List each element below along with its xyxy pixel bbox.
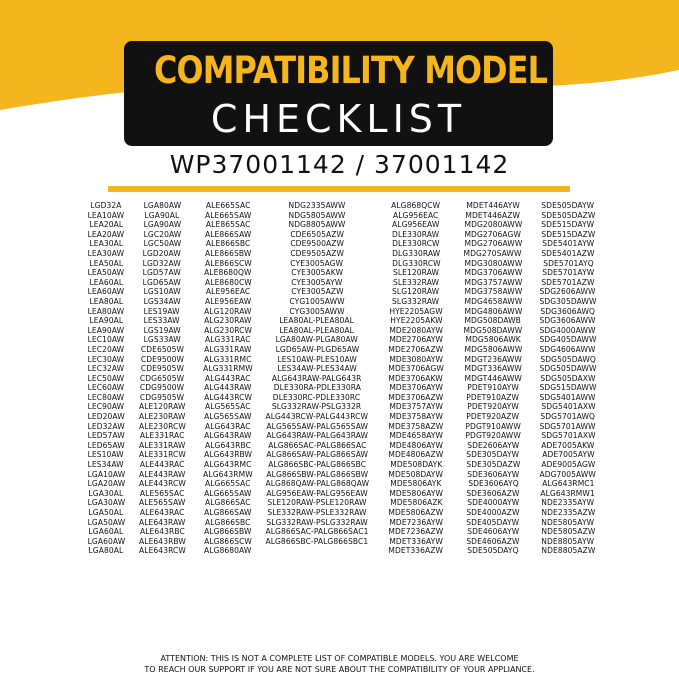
- model-number: LEA30AL: [89, 238, 123, 249]
- model-number: PDGT910AWW: [465, 420, 521, 431]
- model-number: NDE2335AZW: [540, 507, 596, 517]
- model-number: ALG866SBW-PALG866SBW: [266, 468, 368, 479]
- model-number: SDE3606AZW: [466, 487, 520, 498]
- model-number: PDET920AYW: [467, 401, 519, 412]
- model-number: MDG3758AWW: [464, 286, 522, 297]
- model-number: ALG565SAC: [205, 401, 251, 412]
- model-number: ADE7005AKW: [541, 439, 595, 450]
- model-number: SDG2606AWW: [539, 286, 597, 297]
- model-number: LGA90AL: [144, 209, 180, 220]
- title-line-1: COMPATIBILITY MODEL: [154, 49, 548, 92]
- model-number: LGS10AW: [143, 286, 181, 297]
- model-number: ALG643RAW: [204, 430, 252, 441]
- model-number: CDE6505AZW: [290, 228, 344, 239]
- model-number: LEA50AL: [89, 257, 123, 268]
- model-number: SDE5701AZW: [541, 276, 595, 287]
- model-number: ALG565SAW: [204, 411, 252, 422]
- model-column-2: [134, 201, 190, 556]
- model-number: ALE665SAW: [204, 209, 252, 220]
- model-number: SLG332RAW-PSLG332RAW: [266, 516, 368, 527]
- model-number: ALG866SBW: [204, 526, 252, 537]
- model-number: LGS33AW: [143, 334, 181, 345]
- model-number: ALG866SAC-PALG866SAC1: [265, 526, 369, 537]
- model-number: CDE9500W: [140, 353, 184, 364]
- model-number: CYG3005AWW: [289, 305, 345, 316]
- model-column-5: [380, 201, 452, 556]
- model-number: MDET446AYW: [466, 200, 520, 210]
- model-number: LEC90AW: [87, 401, 125, 412]
- model-number: ALE956EAW: [204, 295, 252, 306]
- model-number: MDE3758AYW: [389, 411, 443, 422]
- model-number: LGA20AW: [87, 478, 125, 489]
- model-number: PDGT920AWW: [465, 430, 521, 441]
- model-number: LEA20AW: [87, 228, 125, 239]
- model-number: SDG305DAWW: [539, 295, 597, 306]
- model-number: ALE443RCW: [138, 478, 186, 489]
- model-number: LGD57AW: [142, 267, 182, 278]
- part-number: WP37001142 / 37001142: [169, 150, 510, 179]
- model-number: MDE4806AYW: [389, 439, 443, 450]
- model-number: NDE5805AZW: [540, 526, 596, 537]
- model-number: LES10AW-PLES10AW: [277, 353, 357, 364]
- model-number: SDE4000AZW: [466, 507, 520, 517]
- model-number: ALE8680CW: [204, 276, 252, 287]
- model-number: LGS19AW: [143, 324, 181, 335]
- model-number: CDG6505W: [139, 372, 185, 383]
- model-number: MDE3706AKW: [388, 372, 444, 383]
- model-number: ALG8680AW: [204, 545, 252, 556]
- model-number: LEA90AL: [89, 315, 123, 326]
- yellow-divider: [108, 186, 570, 192]
- model-number: ALE866SAW: [204, 228, 252, 239]
- model-number: MDE3706AYW: [389, 382, 443, 393]
- model-number: LEA20AL: [89, 219, 123, 230]
- model-number: ALG643RMW1: [540, 487, 596, 498]
- model-number: LED20AW: [87, 411, 125, 422]
- model-number: ALE865SAC: [205, 219, 251, 230]
- model-number: NDE5805AYW: [541, 516, 595, 527]
- model-number: MDE508DAYW: [388, 468, 444, 479]
- model-number: SLE120RAW: [392, 267, 440, 278]
- model-number: ALG331RAC: [205, 334, 251, 345]
- model-number: LGA90AW: [143, 219, 181, 230]
- model-number: MDE508DAYK: [389, 459, 443, 470]
- model-number: CDG9500W: [139, 382, 185, 393]
- model-number: LEC50AW: [87, 372, 125, 383]
- model-number: MDE7236AZW: [388, 526, 444, 537]
- model-number: SDG505DAWQ: [540, 353, 596, 364]
- model-number: SDG405DAWW: [539, 334, 597, 345]
- model-number: MDE3080AYW: [389, 353, 443, 364]
- model-number: ALG565SAW-PALG565SAW: [266, 420, 368, 431]
- model-number: ALG230RAW: [204, 315, 252, 326]
- model-number: ALG866SAC-PALG866SAC: [267, 439, 367, 450]
- model-number: MDE5806AYW: [389, 487, 443, 498]
- model-number: ALE230RAW: [138, 411, 186, 422]
- model-number: MDG3080AWW: [464, 257, 522, 268]
- model-number: LGA30AW: [87, 497, 125, 508]
- model-number: DLE330RC-PDLE330RC: [273, 391, 361, 402]
- model-number: ALG643RAW-PALG643R: [272, 372, 362, 383]
- model-number: LEA30AW: [87, 247, 125, 258]
- model-number: DLE330RAW: [392, 228, 440, 239]
- attention-notice: [0, 653, 679, 675]
- model-number: CDG9505W: [139, 391, 185, 402]
- model-number: LED32AW: [87, 420, 125, 431]
- model-number: HYE2205AGW: [389, 305, 443, 316]
- model-number: SDG515DAWW: [539, 382, 597, 393]
- model-number: LGA50AL: [88, 507, 124, 517]
- model-number: LGD32AW: [142, 257, 182, 268]
- model-number: SDE515DAZW: [540, 228, 596, 239]
- model-number: SLE332RAW: [392, 276, 440, 287]
- model-number: LGA10AW: [87, 468, 125, 479]
- model-number: MDG4658AWW: [464, 295, 522, 306]
- model-number: SLG332RAW: [392, 295, 440, 306]
- model-number: SDG505DAWW: [539, 363, 597, 374]
- model-number: MDE7236AYW: [389, 516, 443, 527]
- model-number: MDG508DAWB: [464, 315, 522, 326]
- model-number: LED57AW: [87, 430, 125, 441]
- model-number: SDE2606AYW: [466, 439, 520, 450]
- model-number: ALG866SBC: [205, 516, 251, 527]
- model-number: LEA10AW: [87, 209, 125, 220]
- model-number: MDE2706AYW: [389, 334, 443, 345]
- model-number: SDE5701AYW: [541, 267, 595, 278]
- model-number: ALE565SAW: [138, 497, 186, 508]
- model-number: LEC30AW: [87, 353, 125, 364]
- model-number: LGC20AW: [143, 228, 181, 239]
- model-number: LGD65AW-PLGD65AW: [275, 343, 359, 354]
- model-number: MDG4806AWW: [464, 305, 522, 316]
- model-number: MDE3706AGW: [388, 363, 444, 374]
- model-number: ALE443RAW: [138, 468, 186, 479]
- model-number: LGC50AW: [143, 238, 181, 249]
- model-number: LGA80AW-PLGA80AW: [275, 334, 359, 345]
- model-number: MDE5806AZW: [388, 507, 444, 517]
- model-number: LGD32A: [90, 200, 122, 210]
- model-number: LEC80AW: [87, 391, 125, 402]
- model-number: LGD65AW: [142, 276, 182, 287]
- model-number: ALE643RBW: [138, 535, 186, 546]
- model-number: ADE9005AGW: [540, 459, 596, 470]
- model-number: MDET336AZW: [388, 545, 444, 556]
- model-number: SDG5701AWW: [539, 420, 597, 431]
- model-number: LED65AW: [87, 439, 125, 450]
- model-number: SDE505DAZW: [540, 209, 596, 220]
- model-number: SDG505DAXW: [540, 372, 596, 383]
- model-number: MDGT446AWW: [464, 372, 522, 383]
- model-number: DLG330RAW: [391, 247, 441, 258]
- model-number: SLG332RAW-PSLG332R: [272, 401, 362, 412]
- model-number: ALE866SBW: [204, 247, 252, 258]
- model-number: CYE3005AKW: [291, 267, 343, 278]
- model-number: CYE3005AYW: [291, 276, 343, 287]
- model-number: MDE2706AZW: [388, 343, 444, 354]
- model-number: ALG866SAW: [204, 507, 252, 517]
- model-number: SDG5401AWW: [539, 391, 597, 402]
- model-number: LES19AW: [143, 305, 181, 316]
- model-number: ALE956EAC: [205, 286, 251, 297]
- model-number: ALE643RAW: [138, 516, 186, 527]
- model-number: ALG643RAC: [205, 420, 251, 431]
- model-number: CYG1005AWW: [289, 295, 345, 306]
- model-number: MDG508DAWW: [463, 324, 523, 335]
- model-number: LEC10AW: [87, 334, 125, 345]
- model-number: LEA60AL: [89, 276, 123, 287]
- model-number: MDE5806AZK: [389, 497, 443, 508]
- model-number: SDG4606AWW: [539, 343, 597, 354]
- model-number: MDE5806AYK: [390, 478, 442, 489]
- model-number: ALE443RAC: [139, 459, 185, 470]
- model-number: LEA80AL-PLEA80AL: [279, 324, 355, 335]
- model-number: ALG331RAW: [204, 343, 252, 354]
- model-number: ALG643RMC: [204, 459, 252, 470]
- model-column-3: [198, 201, 258, 556]
- model-number: CYE3005AGW: [290, 257, 344, 268]
- model-number: MDG3706AWW: [464, 267, 522, 278]
- model-number: LEA90AW: [87, 324, 125, 335]
- model-number: SDE505DAYQ: [467, 545, 519, 556]
- model-number: MDE4806AZW: [388, 449, 444, 460]
- model-number: SDE505DAYW: [541, 200, 595, 210]
- model-number: MDET336AYW: [389, 535, 443, 546]
- model-number: ALG665SAC: [205, 478, 251, 489]
- model-number: SLE120RAW-PSLE120RAW: [267, 497, 367, 508]
- title-banner: [124, 41, 553, 146]
- model-number: SLG120RAW: [392, 286, 440, 297]
- model-number: ALG643RBC: [205, 439, 251, 450]
- model-number: NDE2335AYW: [541, 497, 595, 508]
- model-number: DLE330RCW: [392, 238, 440, 249]
- model-number: NDE8805AYW: [541, 535, 595, 546]
- model-number: SDE3606AYW: [466, 468, 520, 479]
- model-number: LES10AW: [87, 449, 125, 460]
- model-number: LEA60AW: [87, 286, 125, 297]
- model-number: MDG2706AWW: [464, 238, 522, 249]
- model-number: ALG443RCW: [204, 391, 252, 402]
- model-number: SDG5401AXW: [540, 401, 596, 412]
- model-number: ALE230RCW: [138, 420, 186, 431]
- model-number: ALG956EAW-PALG956EAW: [266, 487, 368, 498]
- model-number: ALE665SAC: [205, 200, 251, 210]
- model-number: MDE4658AYW: [389, 430, 443, 441]
- model-number: ALE643RBC: [139, 526, 185, 537]
- model-number: ALG643RBW: [204, 449, 252, 460]
- model-number: LEC32AW: [87, 363, 125, 374]
- model-number: ALG643RMW: [203, 468, 253, 479]
- model-number: MDET446AZW: [465, 209, 521, 220]
- model-number: SDE4606AYW: [466, 526, 520, 537]
- model-number: LES34AW: [87, 459, 125, 470]
- model-number: ALE331RAW: [138, 439, 186, 450]
- model-number: ALE643RCW: [138, 545, 186, 556]
- model-number: ALG868QAW-PALG868QAW: [265, 478, 369, 489]
- model-number: NDG5805AWW: [288, 209, 346, 220]
- model-number: ALG643RMC1: [541, 478, 595, 489]
- model-number: NDG2335AWW: [288, 200, 346, 210]
- model-number: ALG868QCW: [391, 200, 441, 210]
- model-number: CDE9505AZW: [290, 247, 344, 258]
- model-number: ALG866SBC-PALG866SBC: [268, 459, 366, 470]
- model-number: ALG956EAC: [393, 209, 439, 220]
- model-number: PDET910AZW: [466, 391, 520, 402]
- model-number: LGA60AL: [88, 526, 124, 537]
- model-column-6: [456, 201, 530, 556]
- model-number: ALG331RMW: [203, 363, 253, 374]
- model-number: PDET920AZW: [466, 411, 520, 422]
- model-number: LGA80AL: [88, 545, 124, 556]
- model-number: SDE305DAZW: [465, 459, 521, 470]
- model-number: MDG2080AWW: [464, 219, 522, 230]
- model-number: MDE3706AZW: [388, 391, 444, 402]
- model-number: SDG3606AWW: [539, 315, 597, 326]
- model-number: LGA80AW: [143, 200, 181, 210]
- model-number: ALE866SCW: [204, 257, 252, 268]
- model-number: SDG3606AWQ: [540, 305, 596, 316]
- model-number: ADG7005AWW: [539, 468, 597, 479]
- model-number: MDE3757AYW: [389, 401, 443, 412]
- model-number: ALG956EAW: [392, 219, 440, 230]
- model-number: LGS34AW: [143, 295, 181, 306]
- model-number: MDG5806AWW: [464, 343, 522, 354]
- model-number: SDE405DAYW: [466, 516, 520, 527]
- model-number: MDGT236AWW: [464, 353, 522, 364]
- model-number: LEC20AW: [87, 343, 125, 354]
- model-number: MDE3758AZW: [388, 420, 444, 431]
- model-number: ALG443RAC: [205, 372, 251, 383]
- model-number: LEA80AW: [87, 305, 125, 316]
- model-number: ALE331RAC: [139, 430, 185, 441]
- model-number: ALG643RAW-PALG643RAW: [266, 430, 368, 441]
- model-number: CDE9500AZW: [290, 238, 344, 249]
- model-number: ALG866SAW-PALG866SAW: [266, 449, 368, 460]
- model-number: ALE120RAW: [138, 401, 186, 412]
- model-list-grid: [84, 201, 604, 648]
- model-number: LGA60AW: [87, 535, 125, 546]
- model-number: SDE4606AZW: [466, 535, 520, 546]
- model-number: LEA80AL-PLEA80AL: [279, 315, 355, 326]
- model-number: PDET910AYW: [467, 382, 519, 393]
- model-number: ALG443RAW: [204, 382, 252, 393]
- model-number: ALG230RCW: [204, 324, 252, 335]
- model-number: DLE330RA-PDLE330RA: [273, 382, 361, 393]
- model-number: LGA30AL: [88, 487, 124, 498]
- model-number: ADE7005AYW: [541, 449, 595, 460]
- model-column-1: [84, 201, 128, 556]
- model-number: ALG866SBC-PALG866SBC1: [265, 535, 369, 546]
- model-number: HYE2205AKW: [389, 315, 443, 326]
- model-number: LGD20AW: [142, 247, 182, 258]
- model-number: SDG4000AWW: [539, 324, 597, 335]
- model-number: MDGT336AWW: [464, 363, 522, 374]
- model-number: LEA80AL: [89, 295, 123, 306]
- model-number: SLE332RAW-PSLE332RAW: [267, 507, 367, 517]
- model-number: NDE8805AZW: [540, 545, 596, 556]
- model-number: LES33AW: [143, 315, 181, 326]
- model-number: ALG866SCW: [204, 535, 252, 546]
- model-number: LGA50AW: [87, 516, 125, 527]
- model-number: LES34AW-PLES34AW: [277, 363, 357, 374]
- model-number: ALG866SAC: [205, 497, 251, 508]
- model-number: MDG270SAWW: [463, 247, 522, 258]
- model-number: ALG443RCW-PALG443RCW: [265, 411, 369, 422]
- attention-line-1: ATTENTION: THIS IS NOT A COMPLETE LIST OF COMPATIBLE MODELS. YOU ARE WELCOME: [160, 654, 519, 663]
- model-number: MDG2706AGW: [464, 228, 522, 239]
- model-number: LEA50AW: [87, 267, 125, 278]
- model-number: SDE5401AZW: [541, 247, 595, 258]
- model-number: SDG5701AXW: [540, 430, 596, 441]
- model-number: ALE643RAC: [139, 507, 185, 517]
- model-number: SDE305DAYW: [466, 449, 520, 460]
- model-number: SDE3606AYQ: [467, 478, 519, 489]
- model-number: MDG3757AWW: [464, 276, 522, 287]
- model-number: SDE515DAYW: [541, 219, 595, 230]
- model-number: ALE866SBC: [205, 238, 251, 249]
- model-number: ALG331RMC: [204, 353, 252, 364]
- model-number: SDG5701AWQ: [540, 411, 596, 422]
- model-number: LEC60AW: [87, 382, 125, 393]
- model-number: CDE9505W: [140, 363, 184, 374]
- model-number: ALE331RCW: [138, 449, 186, 460]
- model-number: SDE5701AYQ: [542, 257, 594, 268]
- model-number: ALG665SAW: [204, 487, 252, 498]
- model-number: ALG120RAW: [204, 305, 252, 316]
- model-number: SDE5401AYW: [541, 238, 595, 249]
- model-number: ALE8680QW: [204, 267, 252, 278]
- model-number: CYE3005AZW: [290, 286, 344, 297]
- model-number: ALE565SAC: [139, 487, 185, 498]
- model-number: NDG8805AWW: [288, 219, 346, 230]
- attention-line-2: TO REACH OUR SUPPORT IF YOU ARE NOT SURE ABOUT THE COMPATIBILITY OF YOUR APPLIANCE.: [144, 665, 535, 674]
- model-column-4: [262, 201, 372, 556]
- model-number: SDE4000AYW: [466, 497, 520, 508]
- model-number: CDE6505W: [140, 343, 184, 354]
- model-number: DLG330RCW: [391, 257, 441, 268]
- model-number: MDE2080AYW: [389, 324, 443, 335]
- model-number: MDG5806AWK: [465, 334, 521, 345]
- model-column-7: [532, 201, 604, 556]
- title-line-2: CHECKLIST: [210, 97, 467, 141]
